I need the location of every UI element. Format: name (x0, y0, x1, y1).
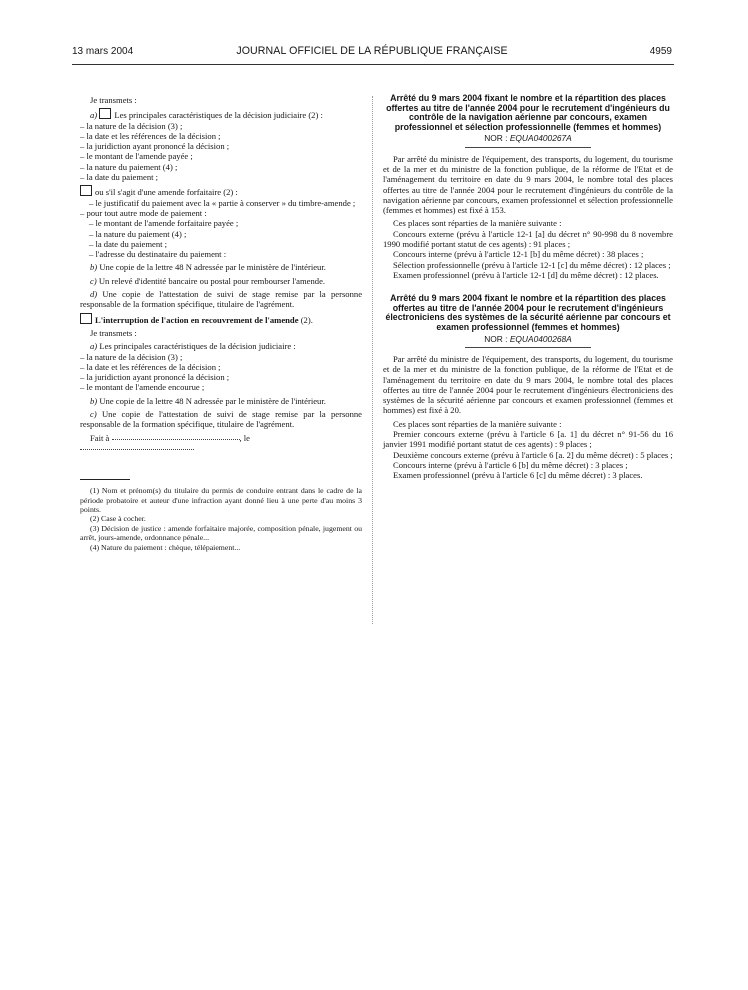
interruption-heading: L'interruption de l'action en recouvrement de l'amende (2). (80, 313, 362, 325)
section-b2: b) Une copie de la lettre 48 N adressée par le ministère de l'intérieur. (90, 395, 326, 406)
article2-intro: Par arrêté du ministre de l'équipement, des transports, du logement, du tourisme et de la mer et du ministre de la fonction publique, de la réforme de l'Etat et de l'aménagement du territoire en date du 9 mars 2004, le nombre total des places offertes au titre de l'année 2004 pour le recrutement d'ingénieurs électroniciens des systèmes de la sécurité aérienne par concours et examen professionnel (femmes et hommes) est fixé à 20. (383, 353, 673, 416)
je-transmets-1: Je transmets : (90, 95, 137, 105)
column-divider (372, 96, 373, 624)
article1-repartition: Ces places sont réparties de la manière suivante : (393, 218, 562, 229)
article2-title: Arrêté du 9 mars 2004 fixant le nombre et la répartition des places offertes au titre de l'année 2004 pour le recrutement d'ingénieurs électroniciens des systèmes de la sécurité aérienne par concours et examen professionnel (femmes et hommes) (385, 293, 671, 333)
list-item: Examen professionnel (prévu à l'article 12-1 [d] du même décret) : 12 places. (393, 269, 659, 280)
list-item: – la nature du paiement (4) ; (80, 161, 178, 172)
autre-mode-line: – pour tout autre mode de paiement : (80, 207, 207, 218)
section-d1: d) Une copie de l'attestation de suivi de stage remise par la personne responsable de la formation spécifique, titulaire de l'agrément. (80, 289, 363, 310)
article1-intro: Par arrêté du ministre de l'équipement, des transports, du logement, du tourisme et de la mer et du ministre de la fonction publique, de la réforme de l'Etat et de l'aménagement du territoire en date du 9 mars 2004, le nombre total des places offertes au titre de l'année 2004 pour le recrutement d'ingénieurs du contrôle de la navigation aérienne par concours, examen professionnel et sélection professionnelle (femmes et hommes) est fixé à 153. (383, 153, 673, 216)
right-column (383, 94, 673, 480)
section-c1: c) Un relevé d'identité bancaire ou postal pour rembourser l'amende. (90, 275, 326, 286)
list-item: – la date et les références de la décision ; (80, 361, 221, 372)
article2-nor: NOR : EQUA0400268A (484, 333, 572, 344)
list-item: – l'adresse du destinataire du paiement : (89, 249, 227, 260)
list-item: Sélection professionnelle (prévu à l'article 12-1 [c] du même décret) : 12 places ; (393, 259, 671, 270)
footnote-1: (1) Nom et prénom(s) du titulaire du permis de conduire entrant dans le cadre de la période probatoire et auteur d'une infraction ayant donné lieu à une perte d'au moins 3 points. (80, 486, 362, 515)
checkbox-icon (80, 185, 92, 196)
list-item: Examen professionnel (prévu à l'article 6 [c] du même décret) : 3 places. (393, 470, 643, 481)
section-b1: b) Une copie de la lettre 48 N adressée par le ministère de l'intérieur. (90, 262, 326, 273)
checkbox-icon (80, 313, 92, 324)
list-item: – le justificatif du paiement avec la « partie à conserver » du timbre-amende ; (89, 197, 356, 208)
header-rule (72, 64, 674, 65)
article2-separator (465, 347, 591, 348)
article1-title: Arrêté du 9 mars 2004 fixant le nombre et la répartition des places offertes au titre de l'année 2004 pour le recrutement d'ingénieurs du contrôle de la navigation aérienne par concours, examen professionnel et sélection professionnelle (femmes et hommes) (386, 93, 670, 132)
list-item: – la juridiction ayant prononcé la décision ; (80, 372, 230, 383)
list-item: Concours interne (prévu à l'article 6 [b] du même décret) : 3 places ; (393, 459, 628, 470)
list-item: Premier concours externe (prévu à l'article 6 [a. 1] du décret n° 91-56 du 16 janvier 1991 modifié portant statut de ces agents) : 9 places ; (383, 428, 673, 450)
list-item: – la date du paiement ; (80, 172, 159, 183)
a1-text: Les principales caractéristiques de la décision judiciaire (2) : (114, 110, 323, 121)
list-item: Concours interne (prévu à l'article 12-1 [b] du même décret) : 38 places ; (393, 249, 644, 260)
a1-label: a) (90, 110, 98, 121)
je-transmets-2: Je transmets : (90, 327, 137, 338)
page-header (72, 44, 672, 62)
list-item: – la nature du paiement (4) ; (89, 228, 187, 239)
footnote-2: (2) Case à cocher. (90, 514, 146, 524)
article1-nor: NOR : EQUA0400267A (484, 133, 572, 144)
list-item: Concours externe (prévu à l'article 12-1 [a] du décret n° 90-998 du 8 novembre 1990 modifié portant statut de ces agents) : 91 places ; (383, 228, 673, 250)
section-c2: c) Une copie de l'attestation de suivi de stage remise par la personne responsable de la formation spécifique, titulaire de l'agrément. (80, 409, 362, 430)
list-item: – le montant de l'amende payée ; (80, 151, 193, 162)
fait-a-line: Fait à , le (80, 433, 362, 454)
journal-title: JOURNAL OFFICIEL DE LA RÉPUBLIQUE FRANÇAISE (236, 45, 508, 57)
list-item: – le montant de l'amende forfaitaire payée ; (89, 218, 239, 229)
list-item: – la juridiction ayant prononcé la décision ; (80, 141, 230, 152)
footnote-3: (3) Décision de justice : amende forfaitaire majorée, composition pénale, jugement ou arrêt, jours-amende, ordonnance pénale... (80, 523, 362, 543)
header-date: 13 mars 2004 (72, 46, 134, 57)
left-column (80, 95, 362, 552)
list-item: – la nature de la décision (3) ; (80, 351, 183, 362)
list-item: – la date et les références de la décision ; (80, 130, 221, 141)
footnote-rule (80, 479, 130, 480)
list-item: – la date du paiement ; (89, 238, 168, 249)
list-item: – la nature de la décision (3) ; (80, 120, 183, 131)
section-a1 (80, 108, 362, 120)
checkbox-icon (99, 108, 111, 119)
page-number: 4959 (649, 46, 672, 57)
article1-separator (465, 147, 591, 148)
section-a2: a) Les principales caractéristiques de la décision judiciaire : (90, 341, 296, 352)
list-item: Deuxième concours externe (prévu à l'article 6 [a. 2] du même décret) : 5 places ; (393, 449, 673, 460)
article2-repartition: Ces places sont réparties de la manière suivante : (393, 418, 562, 429)
footnote-4: (4) Nature du paiement : chèque, télépaiement... (90, 542, 241, 552)
forfait-line: ou s'il s'agit d'une amende forfaitaire (2) : (80, 185, 362, 197)
list-item: – le montant de l'amende encourue ; (80, 382, 205, 393)
